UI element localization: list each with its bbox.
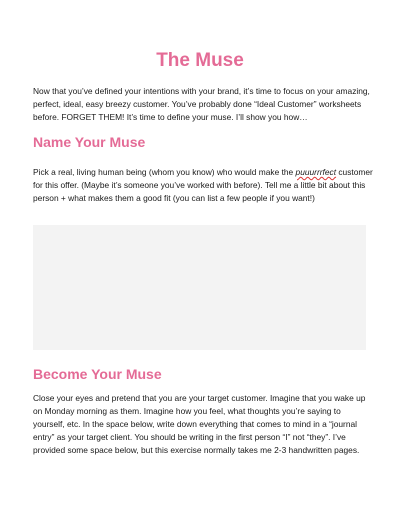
section1-text-before: Pick a real, living human being (whom you know) who would make the xyxy=(33,167,296,177)
section1-text-after: customer for this offer. (Maybe it’s someone you’ve worked with before). Tell me a little bit about this person + what makes them a good fit (you can list a few people if you want!) xyxy=(33,167,373,204)
intro-paragraph: Now that you’ve defined your intentions with your brand, it’s time to focus on your amazing, perfect, ideal, easy breezy customer. You’ve probably done “Ideal Customer” worksheets before. FORGET THEM! It’s time to define your muse. I’ll show you how… xyxy=(33,86,370,123)
section2-paragraph: Close your eyes and pretend that you are your target customer. Imagine that you wake up on Monday morning as them. Imagine how you feel, what thoughts you’re saying to yourself, etc. In the space below, write down everything that comes to mind in a “journal entry” as your target client. You should be writing in the first person “I” not “they”. I’ve provided some space below, but this exercise normally takes me 2-3 handwritten pages. xyxy=(33,393,366,456)
emphasis-word: puuurrrfect xyxy=(295,167,337,177)
answer-box[interactable] xyxy=(33,225,366,350)
page-title: The Muse xyxy=(156,50,244,71)
section1-paragraph xyxy=(33,166,373,205)
section-heading-become-your-muse: Become Your Muse xyxy=(33,366,162,382)
section-heading-name-your-muse: Name Your Muse xyxy=(33,134,146,150)
